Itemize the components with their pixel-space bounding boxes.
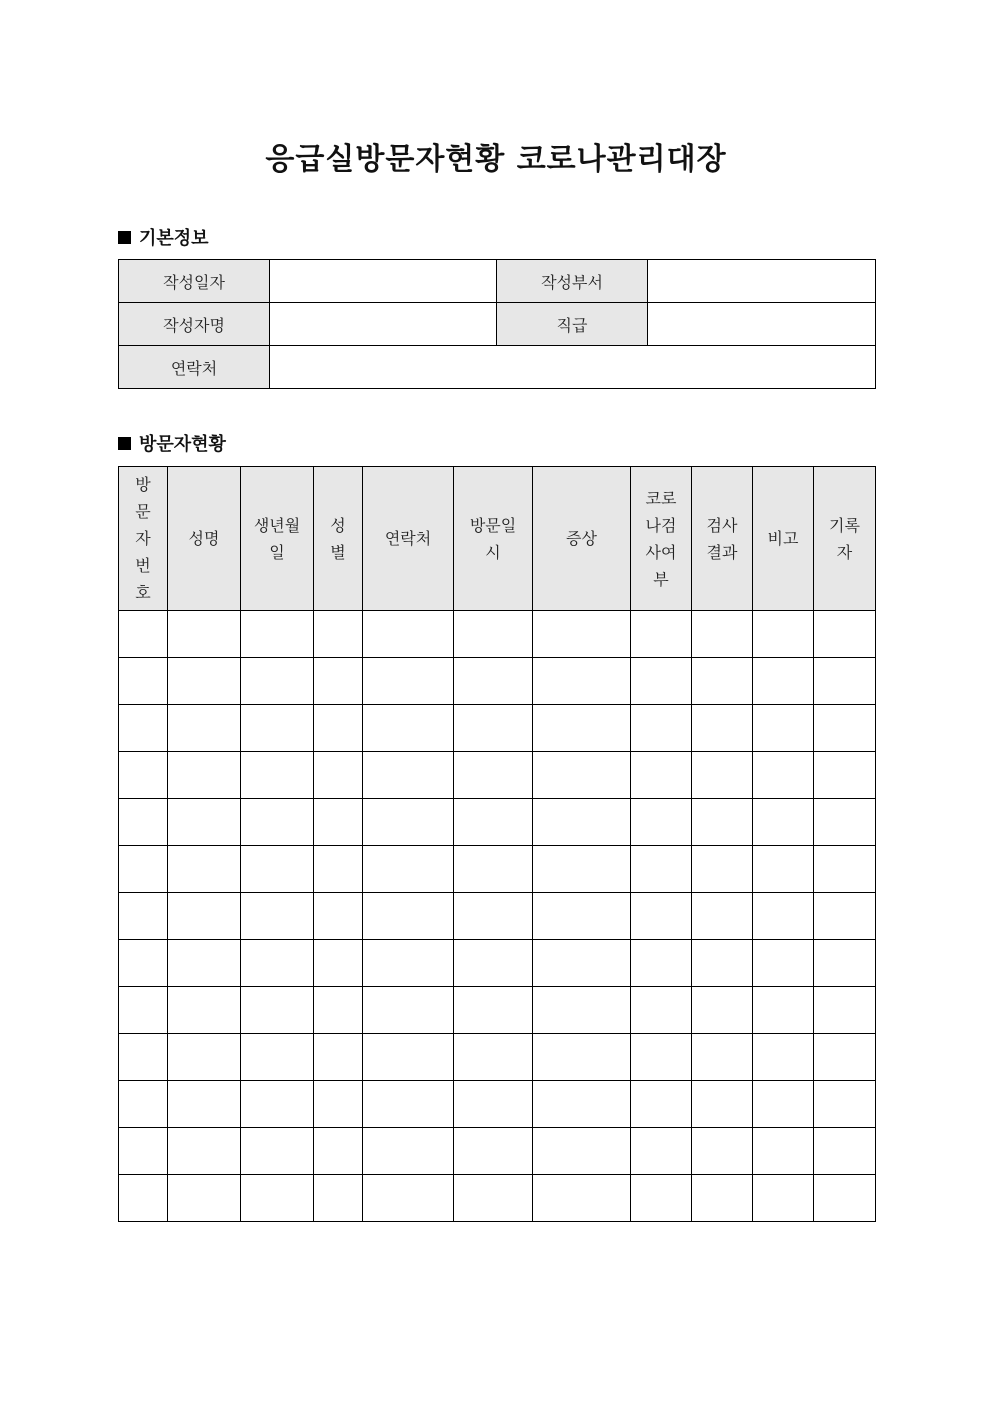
basic-info-table — [118, 259, 876, 389]
cell-contact[interactable] — [363, 987, 454, 1034]
cell-gender[interactable] — [314, 752, 363, 799]
cell-recorder[interactable] — [814, 611, 876, 658]
cell-covid-test-status[interactable] — [631, 987, 692, 1034]
cell-covid-test-status[interactable] — [631, 752, 692, 799]
cell-visit-datetime[interactable] — [454, 799, 533, 846]
cell-recorder[interactable] — [814, 893, 876, 940]
author-field[interactable] — [270, 303, 497, 346]
cell-birth-date[interactable] — [241, 658, 314, 705]
cell-recorder[interactable] — [814, 705, 876, 752]
cell-contact[interactable] — [363, 752, 454, 799]
cell-visitor-number[interactable] — [119, 1175, 168, 1222]
cell-name[interactable] — [168, 611, 241, 658]
cell-visitor-number[interactable] — [119, 846, 168, 893]
cell-gender[interactable] — [314, 1128, 363, 1175]
cell-name[interactable] — [168, 940, 241, 987]
cell-recorder[interactable] — [814, 846, 876, 893]
cell-gender[interactable] — [314, 1081, 363, 1128]
cell-remarks[interactable] — [753, 705, 814, 752]
cell-gender[interactable] — [314, 987, 363, 1034]
column-header-recorder: 기록 자 — [814, 467, 876, 611]
column-header-name: 성명 — [168, 467, 241, 611]
cell-contact[interactable] — [363, 1175, 454, 1222]
cell-birth-date[interactable] — [241, 611, 314, 658]
basic-info-row — [119, 260, 876, 303]
visitors-heading — [118, 430, 226, 456]
cell-gender[interactable] — [314, 799, 363, 846]
cell-symptoms[interactable] — [533, 987, 631, 1034]
cell-test-result[interactable] — [692, 1034, 753, 1081]
basic-info-heading — [118, 224, 209, 250]
cell-birth-date[interactable] — [241, 1128, 314, 1175]
cell-remarks[interactable] — [753, 1034, 814, 1081]
cell-visit-datetime[interactable] — [454, 611, 533, 658]
cell-covid-test-status[interactable] — [631, 893, 692, 940]
cell-test-result[interactable] — [692, 893, 753, 940]
cell-birth-date[interactable] — [241, 987, 314, 1034]
position-label: 직급 — [497, 303, 648, 346]
cell-visitor-number[interactable] — [119, 893, 168, 940]
table-row — [119, 893, 876, 940]
cell-birth-date[interactable] — [241, 893, 314, 940]
table-row — [119, 987, 876, 1034]
cell-remarks[interactable] — [753, 799, 814, 846]
square-bullet-icon — [118, 231, 131, 244]
cell-gender[interactable] — [314, 658, 363, 705]
cell-birth-date[interactable] — [241, 752, 314, 799]
cell-name[interactable] — [168, 705, 241, 752]
cell-contact[interactable] — [363, 1034, 454, 1081]
cell-test-result[interactable] — [692, 611, 753, 658]
cell-test-result[interactable] — [692, 846, 753, 893]
cell-remarks[interactable] — [753, 1081, 814, 1128]
visitor-table-header — [119, 467, 876, 611]
cell-recorder[interactable] — [814, 1081, 876, 1128]
cell-contact[interactable] — [363, 893, 454, 940]
table-row — [119, 1081, 876, 1128]
cell-symptoms[interactable] — [533, 705, 631, 752]
contact-field[interactable] — [270, 346, 876, 389]
cell-birth-date[interactable] — [241, 1034, 314, 1081]
cell-test-result[interactable] — [692, 1081, 753, 1128]
cell-covid-test-status[interactable] — [631, 1175, 692, 1222]
column-header-remarks: 비고 — [753, 467, 814, 611]
cell-birth-date[interactable] — [241, 1081, 314, 1128]
column-header-contact: 연락처 — [363, 467, 454, 611]
cell-symptoms[interactable] — [533, 799, 631, 846]
cell-covid-test-status[interactable] — [631, 1128, 692, 1175]
cell-remarks[interactable] — [753, 658, 814, 705]
cell-gender[interactable] — [314, 611, 363, 658]
cell-visit-datetime[interactable] — [454, 940, 533, 987]
table-row — [119, 611, 876, 658]
cell-symptoms[interactable] — [533, 1175, 631, 1222]
cell-name[interactable] — [168, 1034, 241, 1081]
cell-gender[interactable] — [314, 1034, 363, 1081]
cell-visitor-number[interactable] — [119, 799, 168, 846]
table-row — [119, 1034, 876, 1081]
cell-covid-test-status[interactable] — [631, 799, 692, 846]
cell-symptoms[interactable] — [533, 1081, 631, 1128]
table-row — [119, 705, 876, 752]
cell-contact[interactable] — [363, 1128, 454, 1175]
cell-contact[interactable] — [363, 940, 454, 987]
cell-visit-datetime[interactable] — [454, 1175, 533, 1222]
visitor-table — [118, 466, 876, 1222]
cell-symptoms[interactable] — [533, 752, 631, 799]
column-header-gender: 성 별 — [314, 467, 363, 611]
cell-name[interactable] — [168, 987, 241, 1034]
table-row — [119, 752, 876, 799]
cell-birth-date[interactable] — [241, 1175, 314, 1222]
cell-symptoms[interactable] — [533, 893, 631, 940]
cell-birth-date[interactable] — [241, 799, 314, 846]
basic-info-row — [119, 303, 876, 346]
department-label: 작성부서 — [497, 260, 648, 303]
cell-gender[interactable] — [314, 1175, 363, 1222]
basic-info-heading-label: 기본정보 — [139, 228, 209, 249]
cell-gender[interactable] — [314, 940, 363, 987]
cell-contact[interactable] — [363, 611, 454, 658]
cell-test-result[interactable] — [692, 705, 753, 752]
cell-gender[interactable] — [314, 846, 363, 893]
cell-contact[interactable] — [363, 846, 454, 893]
cell-remarks[interactable] — [753, 1128, 814, 1175]
basic-info-row — [119, 346, 876, 389]
document-title: 응급실방문자현황 코로나관리대장 — [265, 142, 727, 177]
cell-recorder[interactable] — [814, 1128, 876, 1175]
cell-name[interactable] — [168, 846, 241, 893]
cell-covid-test-status[interactable] — [631, 658, 692, 705]
cell-symptoms[interactable] — [533, 940, 631, 987]
date-field[interactable] — [270, 260, 497, 303]
cell-contact[interactable] — [363, 658, 454, 705]
cell-visit-datetime[interactable] — [454, 846, 533, 893]
cell-test-result[interactable] — [692, 1175, 753, 1222]
column-header-visit-datetime: 방문일 시 — [454, 467, 533, 611]
cell-remarks[interactable] — [753, 846, 814, 893]
cell-covid-test-status[interactable] — [631, 1034, 692, 1081]
cell-birth-date[interactable] — [241, 705, 314, 752]
column-header-test-result: 검사 결과 — [692, 467, 753, 611]
column-header-visitor-number: 방 문 자 번 호 — [119, 467, 168, 611]
cell-remarks[interactable] — [753, 1175, 814, 1222]
table-row — [119, 846, 876, 893]
cell-symptoms[interactable] — [533, 846, 631, 893]
cell-covid-test-status[interactable] — [631, 1081, 692, 1128]
cell-contact[interactable] — [363, 1081, 454, 1128]
column-header-birth-date: 생년월 일 — [241, 467, 314, 611]
cell-recorder[interactable] — [814, 1034, 876, 1081]
cell-contact[interactable] — [363, 705, 454, 752]
cell-remarks[interactable] — [753, 940, 814, 987]
cell-visit-datetime[interactable] — [454, 1128, 533, 1175]
cell-visitor-number[interactable] — [119, 1128, 168, 1175]
cell-visitor-number[interactable] — [119, 705, 168, 752]
cell-symptoms[interactable] — [533, 1128, 631, 1175]
cell-recorder[interactable] — [814, 987, 876, 1034]
cell-visit-datetime[interactable] — [454, 893, 533, 940]
cell-recorder[interactable] — [814, 940, 876, 987]
cell-name[interactable] — [168, 658, 241, 705]
cell-name[interactable] — [168, 893, 241, 940]
table-row — [119, 940, 876, 987]
cell-covid-test-status[interactable] — [631, 846, 692, 893]
cell-visit-datetime[interactable] — [454, 1034, 533, 1081]
square-bullet-icon — [118, 437, 131, 450]
cell-symptoms[interactable] — [533, 611, 631, 658]
cell-remarks[interactable] — [753, 987, 814, 1034]
cell-test-result[interactable] — [692, 658, 753, 705]
cell-visitor-number[interactable] — [119, 987, 168, 1034]
cell-name[interactable] — [168, 799, 241, 846]
cell-test-result[interactable] — [692, 1128, 753, 1175]
cell-name[interactable] — [168, 1175, 241, 1222]
contact-label: 연락처 — [119, 346, 270, 389]
cell-visit-datetime[interactable] — [454, 752, 533, 799]
cell-name[interactable] — [168, 752, 241, 799]
cell-visitor-number[interactable] — [119, 940, 168, 987]
table-row — [119, 1128, 876, 1175]
cell-visit-datetime[interactable] — [454, 705, 533, 752]
cell-covid-test-status[interactable] — [631, 705, 692, 752]
cell-remarks[interactable] — [753, 752, 814, 799]
table-row — [119, 658, 876, 705]
cell-recorder[interactable] — [814, 752, 876, 799]
cell-contact[interactable] — [363, 799, 454, 846]
cell-visitor-number[interactable] — [119, 1034, 168, 1081]
cell-covid-test-status[interactable] — [631, 940, 692, 987]
cell-test-result[interactable] — [692, 987, 753, 1034]
table-row — [119, 1175, 876, 1222]
cell-recorder[interactable] — [814, 1175, 876, 1222]
cell-name[interactable] — [168, 1128, 241, 1175]
date-label: 작성일자 — [119, 260, 270, 303]
cell-remarks[interactable] — [753, 893, 814, 940]
cell-gender[interactable] — [314, 705, 363, 752]
column-header-covid-test-status: 코로 나검 사여 부 — [631, 467, 692, 611]
visitors-heading-label: 방문자현황 — [139, 434, 226, 455]
department-field[interactable] — [648, 260, 876, 303]
author-label: 작성자명 — [119, 303, 270, 346]
position-field[interactable] — [648, 303, 876, 346]
cell-symptoms[interactable] — [533, 1034, 631, 1081]
cell-test-result[interactable] — [692, 799, 753, 846]
cell-recorder[interactable] — [814, 658, 876, 705]
cell-visitor-number[interactable] — [119, 658, 168, 705]
column-header-symptoms: 증상 — [533, 467, 631, 611]
cell-covid-test-status[interactable] — [631, 611, 692, 658]
cell-symptoms[interactable] — [533, 658, 631, 705]
cell-birth-date[interactable] — [241, 846, 314, 893]
table-row — [119, 799, 876, 846]
cell-gender[interactable] — [314, 893, 363, 940]
cell-test-result[interactable] — [692, 940, 753, 987]
cell-name[interactable] — [168, 1081, 241, 1128]
cell-visit-datetime[interactable] — [454, 987, 533, 1034]
cell-recorder[interactable] — [814, 799, 876, 846]
cell-birth-date[interactable] — [241, 940, 314, 987]
cell-visitor-number[interactable] — [119, 752, 168, 799]
cell-visit-datetime[interactable] — [454, 658, 533, 705]
cell-visit-datetime[interactable] — [454, 1081, 533, 1128]
cell-visitor-number[interactable] — [119, 611, 168, 658]
cell-remarks[interactable] — [753, 611, 814, 658]
cell-visitor-number[interactable] — [119, 1081, 168, 1128]
cell-test-result[interactable] — [692, 752, 753, 799]
